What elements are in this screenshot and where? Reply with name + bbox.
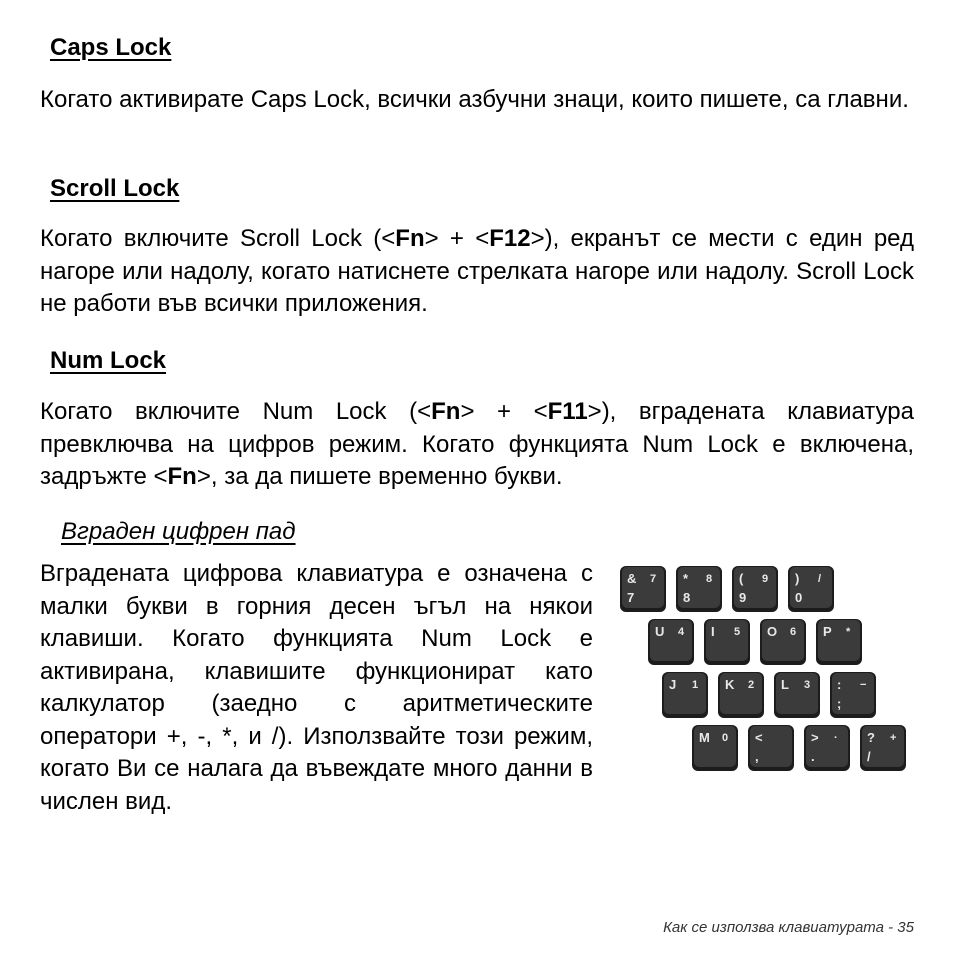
f12-key-label: F12 [489, 225, 531, 252]
num-lock-heading: Num Lock [50, 347, 167, 374]
key-main-legend: M [699, 730, 710, 745]
caps-lock-paragraph: Когато активирате Caps Lock, всички азбучни знаци, които пишете, са главни. [40, 86, 909, 113]
key-main-legend: U [655, 624, 665, 639]
key-numpad-legend: 7 [650, 573, 657, 585]
key-numpad-legend: + [890, 732, 897, 744]
keyboard-key [830, 672, 876, 718]
key-sub-legend: 7 [627, 590, 635, 605]
keyboard-key [676, 566, 722, 612]
key-main-legend: ? [867, 730, 875, 745]
keyboard-key [732, 566, 778, 612]
key-main-legend: O [767, 624, 778, 639]
numpad-paragraph: Вградената цифрова клавиатура е означена с малки букви в горния десен ъгъл на някои клавиши. Когато функцията Num Lock е активирана, клавишите функционират като калкулатор (заедно с аритметическите оператори +, -, *, и /). Използвайте този режим, когато Ви се налага да въвеждате много данни в числен вид. [40, 560, 593, 815]
key-numpad-legend: / [818, 573, 822, 585]
key-sub-legend: / [867, 749, 871, 764]
key-main-legend: > [811, 730, 819, 745]
key-main-legend: K [725, 677, 735, 692]
key-main-legend: ) [795, 571, 800, 586]
key-sub-legend: 0 [795, 590, 803, 605]
scroll-lock-heading: Scroll Lock [50, 175, 180, 202]
key-main-legend: P [823, 624, 832, 639]
key-numpad-legend: * [846, 626, 851, 638]
key-main-legend: < [755, 730, 763, 745]
keyboard-key [704, 619, 750, 665]
keyboard-key [692, 725, 738, 771]
key-main-legend: : [837, 677, 842, 692]
key-numpad-legend: 4 [678, 626, 685, 638]
keyboard-key [718, 672, 764, 718]
key-sub-legend: , [755, 749, 759, 764]
key-sub-legend: ; [837, 696, 842, 711]
scroll-lock-paragraph: Когато включите Scroll Lock (<Fn> + <F12>), екранът се мести с един ред нагоре или надолу, когато натиснете стрелката нагоре или надолу. Scroll Lock не работи във всички приложения. [40, 225, 915, 317]
key-numpad-legend: − [860, 679, 867, 691]
key-main-legend: L [781, 677, 789, 692]
keyboard-key [860, 725, 906, 771]
key-numpad-legend: 2 [748, 679, 755, 691]
key-numpad-legend: 9 [762, 573, 769, 585]
key-sub-legend: 9 [739, 590, 747, 605]
fn-key-label: Fn [431, 398, 461, 425]
key-numpad-legend: 8 [706, 573, 713, 585]
key-main-legend: & [627, 571, 637, 586]
key-main-legend: ( [739, 571, 744, 586]
numpad-keys-illustration [612, 560, 914, 780]
numpad-subheading: Вграден цифрен пад [61, 518, 296, 545]
key-numpad-legend: 6 [790, 626, 797, 638]
keyboard-key [804, 725, 850, 771]
key-numpad-legend: · [834, 732, 838, 744]
keyboard-key [816, 619, 862, 665]
key-sub-legend: . [811, 749, 815, 764]
keyboard-key [748, 725, 794, 771]
key-main-legend: I [711, 624, 715, 639]
key-main-legend: J [669, 677, 677, 692]
key-main-legend: * [683, 571, 689, 586]
key-numpad-legend: 3 [804, 679, 811, 691]
keyboard-key [648, 619, 694, 665]
num-lock-paragraph: Когато включите Num Lock (<Fn> + <F11>), вградената клавиатура превключва на цифров режим. Когато функцията Num Lock е включена, задръжте <Fn>, за да пишете временно букви. [40, 398, 914, 490]
f11-key-label: F11 [547, 398, 588, 425]
key-numpad-legend: 0 [722, 732, 729, 744]
keyboard-key [620, 566, 666, 612]
fn-key-label: Fn [167, 463, 197, 490]
keyboard-key [662, 672, 708, 718]
fn-key-label: Fn [395, 225, 425, 252]
keyboard-key [760, 619, 806, 665]
key-numpad-legend: 1 [692, 679, 699, 691]
keyboard-key [774, 672, 820, 718]
key-numpad-legend: 5 [734, 626, 741, 638]
caps-lock-heading: Caps Lock [50, 34, 172, 61]
keyboard-key [788, 566, 834, 612]
key-sub-legend: 8 [683, 590, 691, 605]
page-footer: Как се използва клавиатурата - 35 [663, 919, 914, 936]
